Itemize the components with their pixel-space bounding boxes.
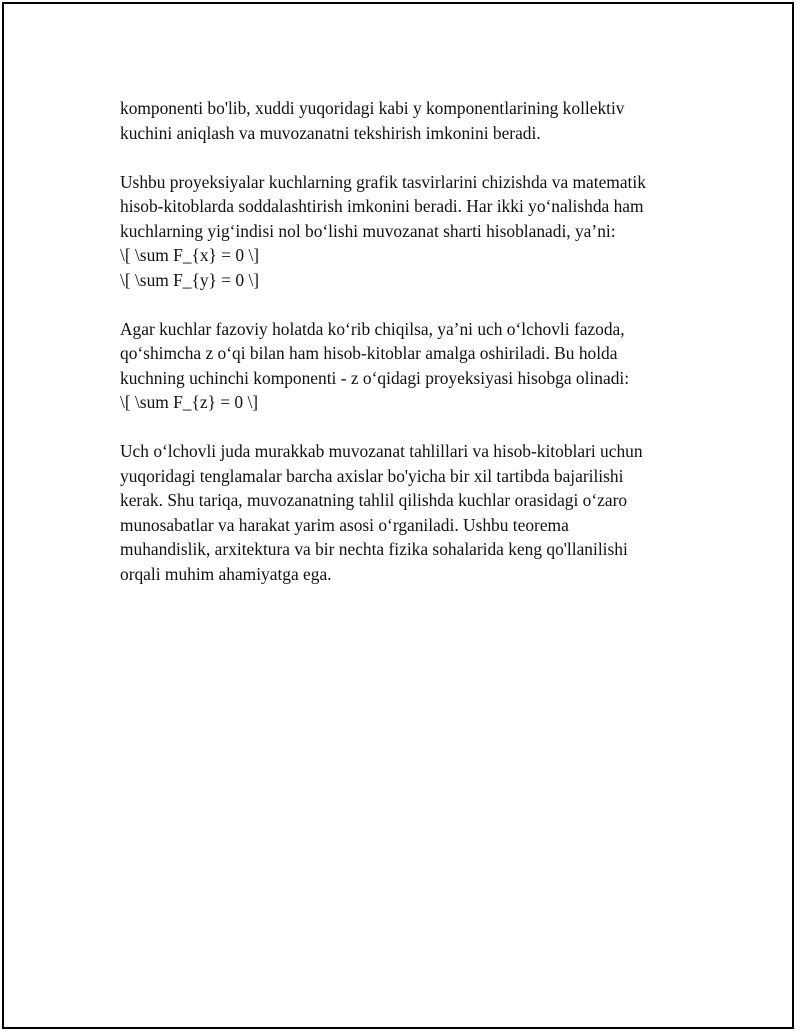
paragraph-3 bbox=[120, 317, 710, 415]
text-line: Uch o‘lchovli juda murakkab muvozanat tahlillari va hisob-kitoblari uchun bbox=[120, 441, 643, 461]
equation-line: \[ \sum F_{x} = 0 \] bbox=[120, 245, 260, 265]
document-page bbox=[2, 2, 794, 1029]
text-line: muhandislik, arxitektura va bir nechta fizika sohalarida keng qo'llanilishi bbox=[120, 539, 628, 559]
paragraph-2 bbox=[120, 170, 710, 293]
text-line: Ushbu proyeksiyalar kuchlarning grafik tasvirlarini chizishda va matematik bbox=[120, 171, 646, 192]
text-line: kuchning uchinchi komponenti - z o‘qidagi proyeksiyasi hisobga olinadi: bbox=[120, 367, 630, 388]
equation-line: \[ \sum F_{z} = 0 \] bbox=[120, 392, 259, 412]
text-line: Agar kuchlar fazoviy holatda ko‘rib chiqilsa, ya’ni uch o‘lchovli fazoda, bbox=[120, 318, 625, 339]
equation-line: \[ \sum F_{y} = 0 \] bbox=[120, 269, 260, 290]
text-line: kerak. Shu tariqa, muvozanatning tahlil qilishda kuchlar orasidagi o‘zaro bbox=[120, 490, 628, 510]
text-line: orqali muhim ahamiyatga ega. bbox=[120, 563, 332, 584]
text-line: kuchini aniqlash va muvozanatni tekshirish imkonini beradi. bbox=[120, 122, 541, 143]
paragraph-4 bbox=[120, 439, 710, 586]
paragraph-1 bbox=[120, 96, 710, 145]
text-line: kuchlarning yig‘indisi nol bo‘lishi muvozanat sharti hisoblanadi, ya’ni: bbox=[120, 220, 616, 241]
text-line: komponenti bo'lib, xuddi yuqoridagi kabi y komponentlarining kollektiv bbox=[120, 98, 625, 118]
text-line: munosabatlar va harakat yarim asosi o‘rganiladi. Ushbu teorema bbox=[120, 514, 569, 535]
text-line: qo‘shimcha z o‘qi bilan ham hisob-kitoblar amalga oshiriladi. Bu holda bbox=[120, 343, 618, 363]
text-line: yuqoridagi tenglamalar barcha axislar bo'yicha bir xil tartibda bajarilishi bbox=[120, 465, 624, 486]
text-line: hisob-kitoblarda soddalashtirish imkonini beradi. Har ikki yo‘nalishda ham bbox=[120, 196, 644, 216]
page-body bbox=[120, 96, 710, 611]
